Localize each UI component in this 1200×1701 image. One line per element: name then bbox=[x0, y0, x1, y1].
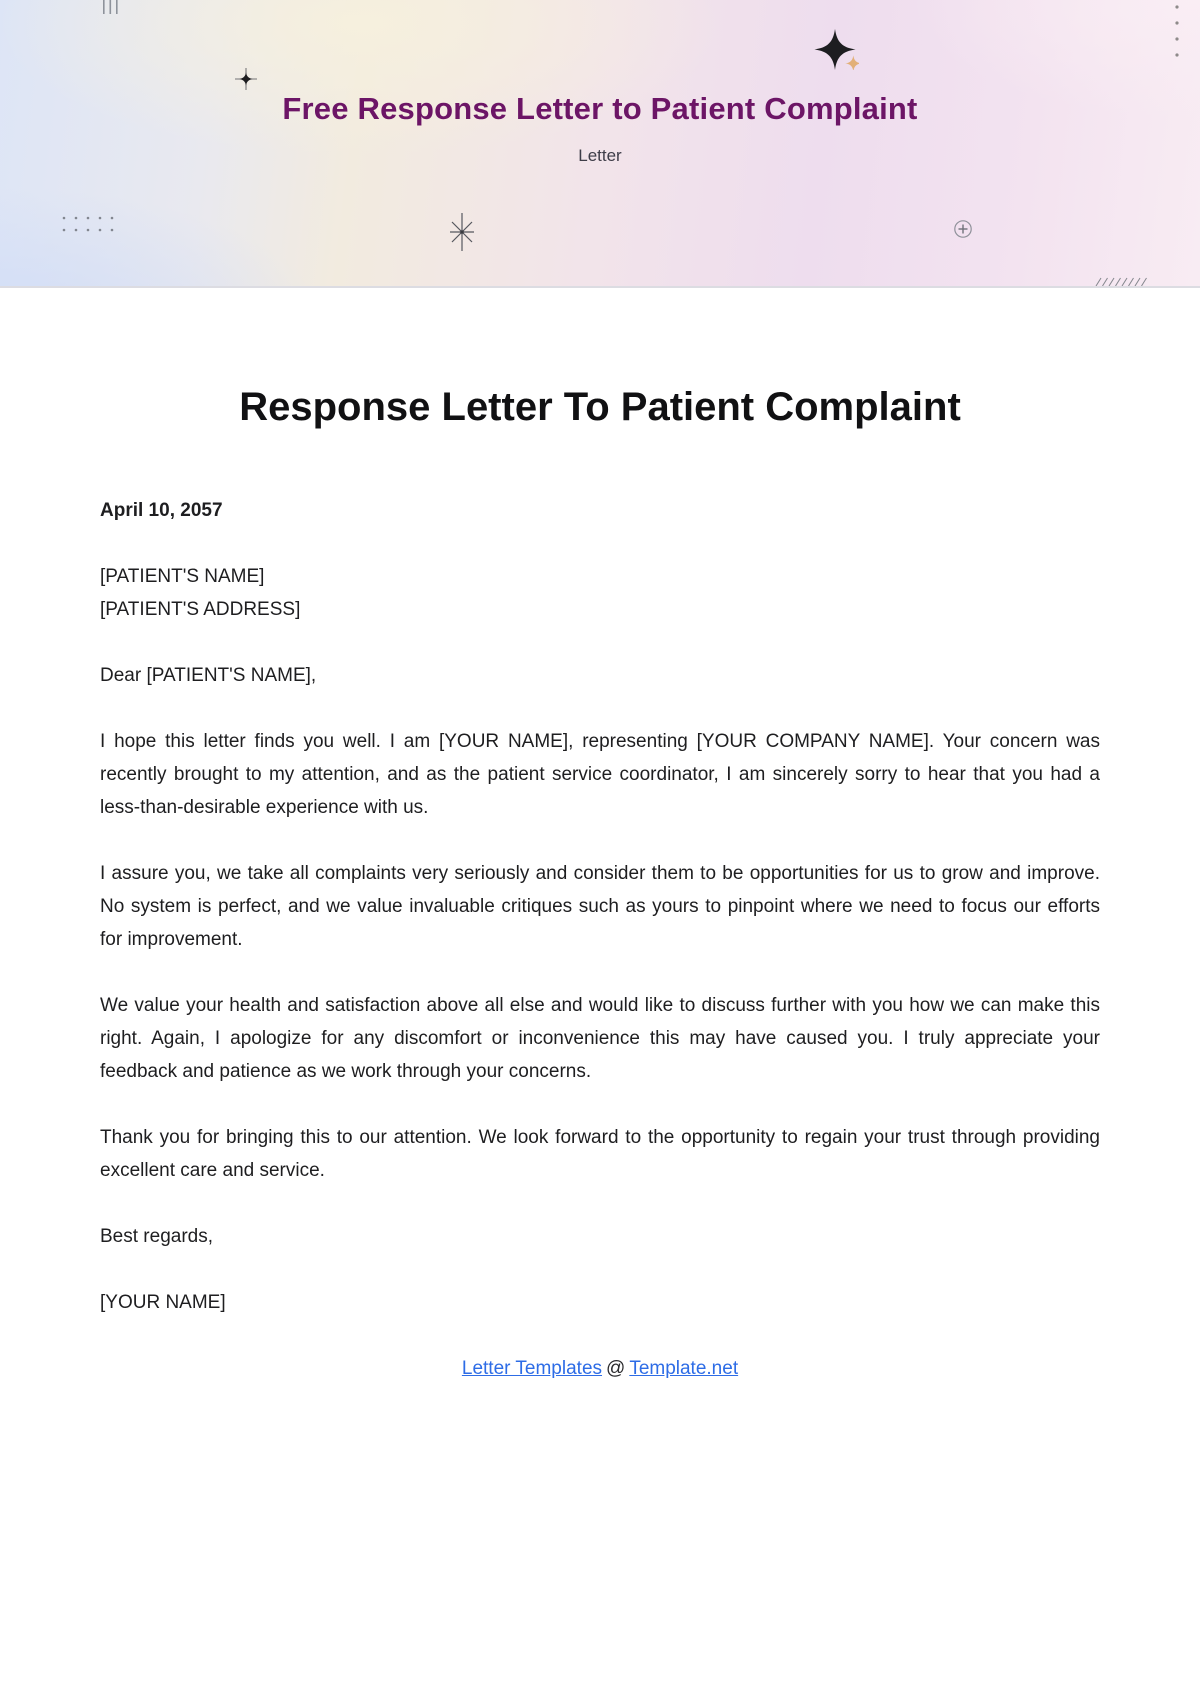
footer bbox=[100, 1352, 1100, 1385]
letter-templates-link[interactable]: Letter Templates bbox=[461, 1358, 603, 1379]
banner-title: Free Response Letter to Patient Complaint bbox=[282, 91, 918, 126]
circle-plus-icon bbox=[953, 219, 973, 239]
letter-date: April 10, 2057 bbox=[100, 500, 223, 521]
footer-separator: @ bbox=[606, 1358, 626, 1379]
hatch-lines-icon bbox=[1094, 277, 1152, 287]
document-title: Response Letter To Patient Complaint bbox=[239, 385, 961, 429]
closing: Best regards, bbox=[100, 1226, 213, 1247]
sparkle-icon-large bbox=[811, 26, 859, 70]
banner bbox=[0, 0, 1200, 288]
recipient-address-placeholder: [PATIENT'S ADDRESS] bbox=[100, 599, 301, 620]
recipient-block bbox=[100, 560, 1100, 626]
letter-document bbox=[0, 384, 1200, 1385]
banner-subtitle: Letter bbox=[578, 146, 622, 165]
recipient-name-placeholder: [PATIENT'S NAME] bbox=[100, 566, 265, 587]
asterisk-star-icon bbox=[442, 212, 482, 252]
dots-column-icon bbox=[1174, 4, 1180, 60]
sparkle-icon-accent bbox=[845, 55, 859, 70]
letter-paragraph: Thank you for bringing this to our attention. We look forward to the opportunity to regain your trust through providing excellent care and service. bbox=[100, 1127, 1100, 1181]
dots-grid-icon bbox=[62, 216, 114, 232]
vertical-bars-icon bbox=[103, 0, 119, 15]
salutation: Dear [PATIENT'S NAME], bbox=[100, 665, 317, 686]
letter-paragraph: I assure you, we take all complaints very seriously and consider them to be opportunities for us to grow and improve. No system is perfect, and we value invaluable critiques such as yours to pinpoint where we need to focus our efforts for improvement. bbox=[100, 863, 1100, 950]
template-net-link[interactable]: Template.net bbox=[629, 1358, 739, 1379]
letter-paragraph: I hope this letter finds you well. I am [YOUR NAME], representing [YOUR COMPANY NAME]. Your concern was recently brought to my attention, and as the patient service coordinator, I am sincerely sorry to hear that you had a less-than-desirable experience with us. bbox=[100, 731, 1100, 818]
letter-paragraph: We value your health and satisfaction above all else and would like to discuss further with you how we can make this right. Again, I apologize for any discomfort or inconvenience this may have caused you. I truly appreciate your feedback and patience as we work through your concerns. bbox=[100, 995, 1100, 1082]
signature-placeholder: [YOUR NAME] bbox=[100, 1292, 226, 1313]
sparkle-icon-small bbox=[234, 67, 258, 91]
